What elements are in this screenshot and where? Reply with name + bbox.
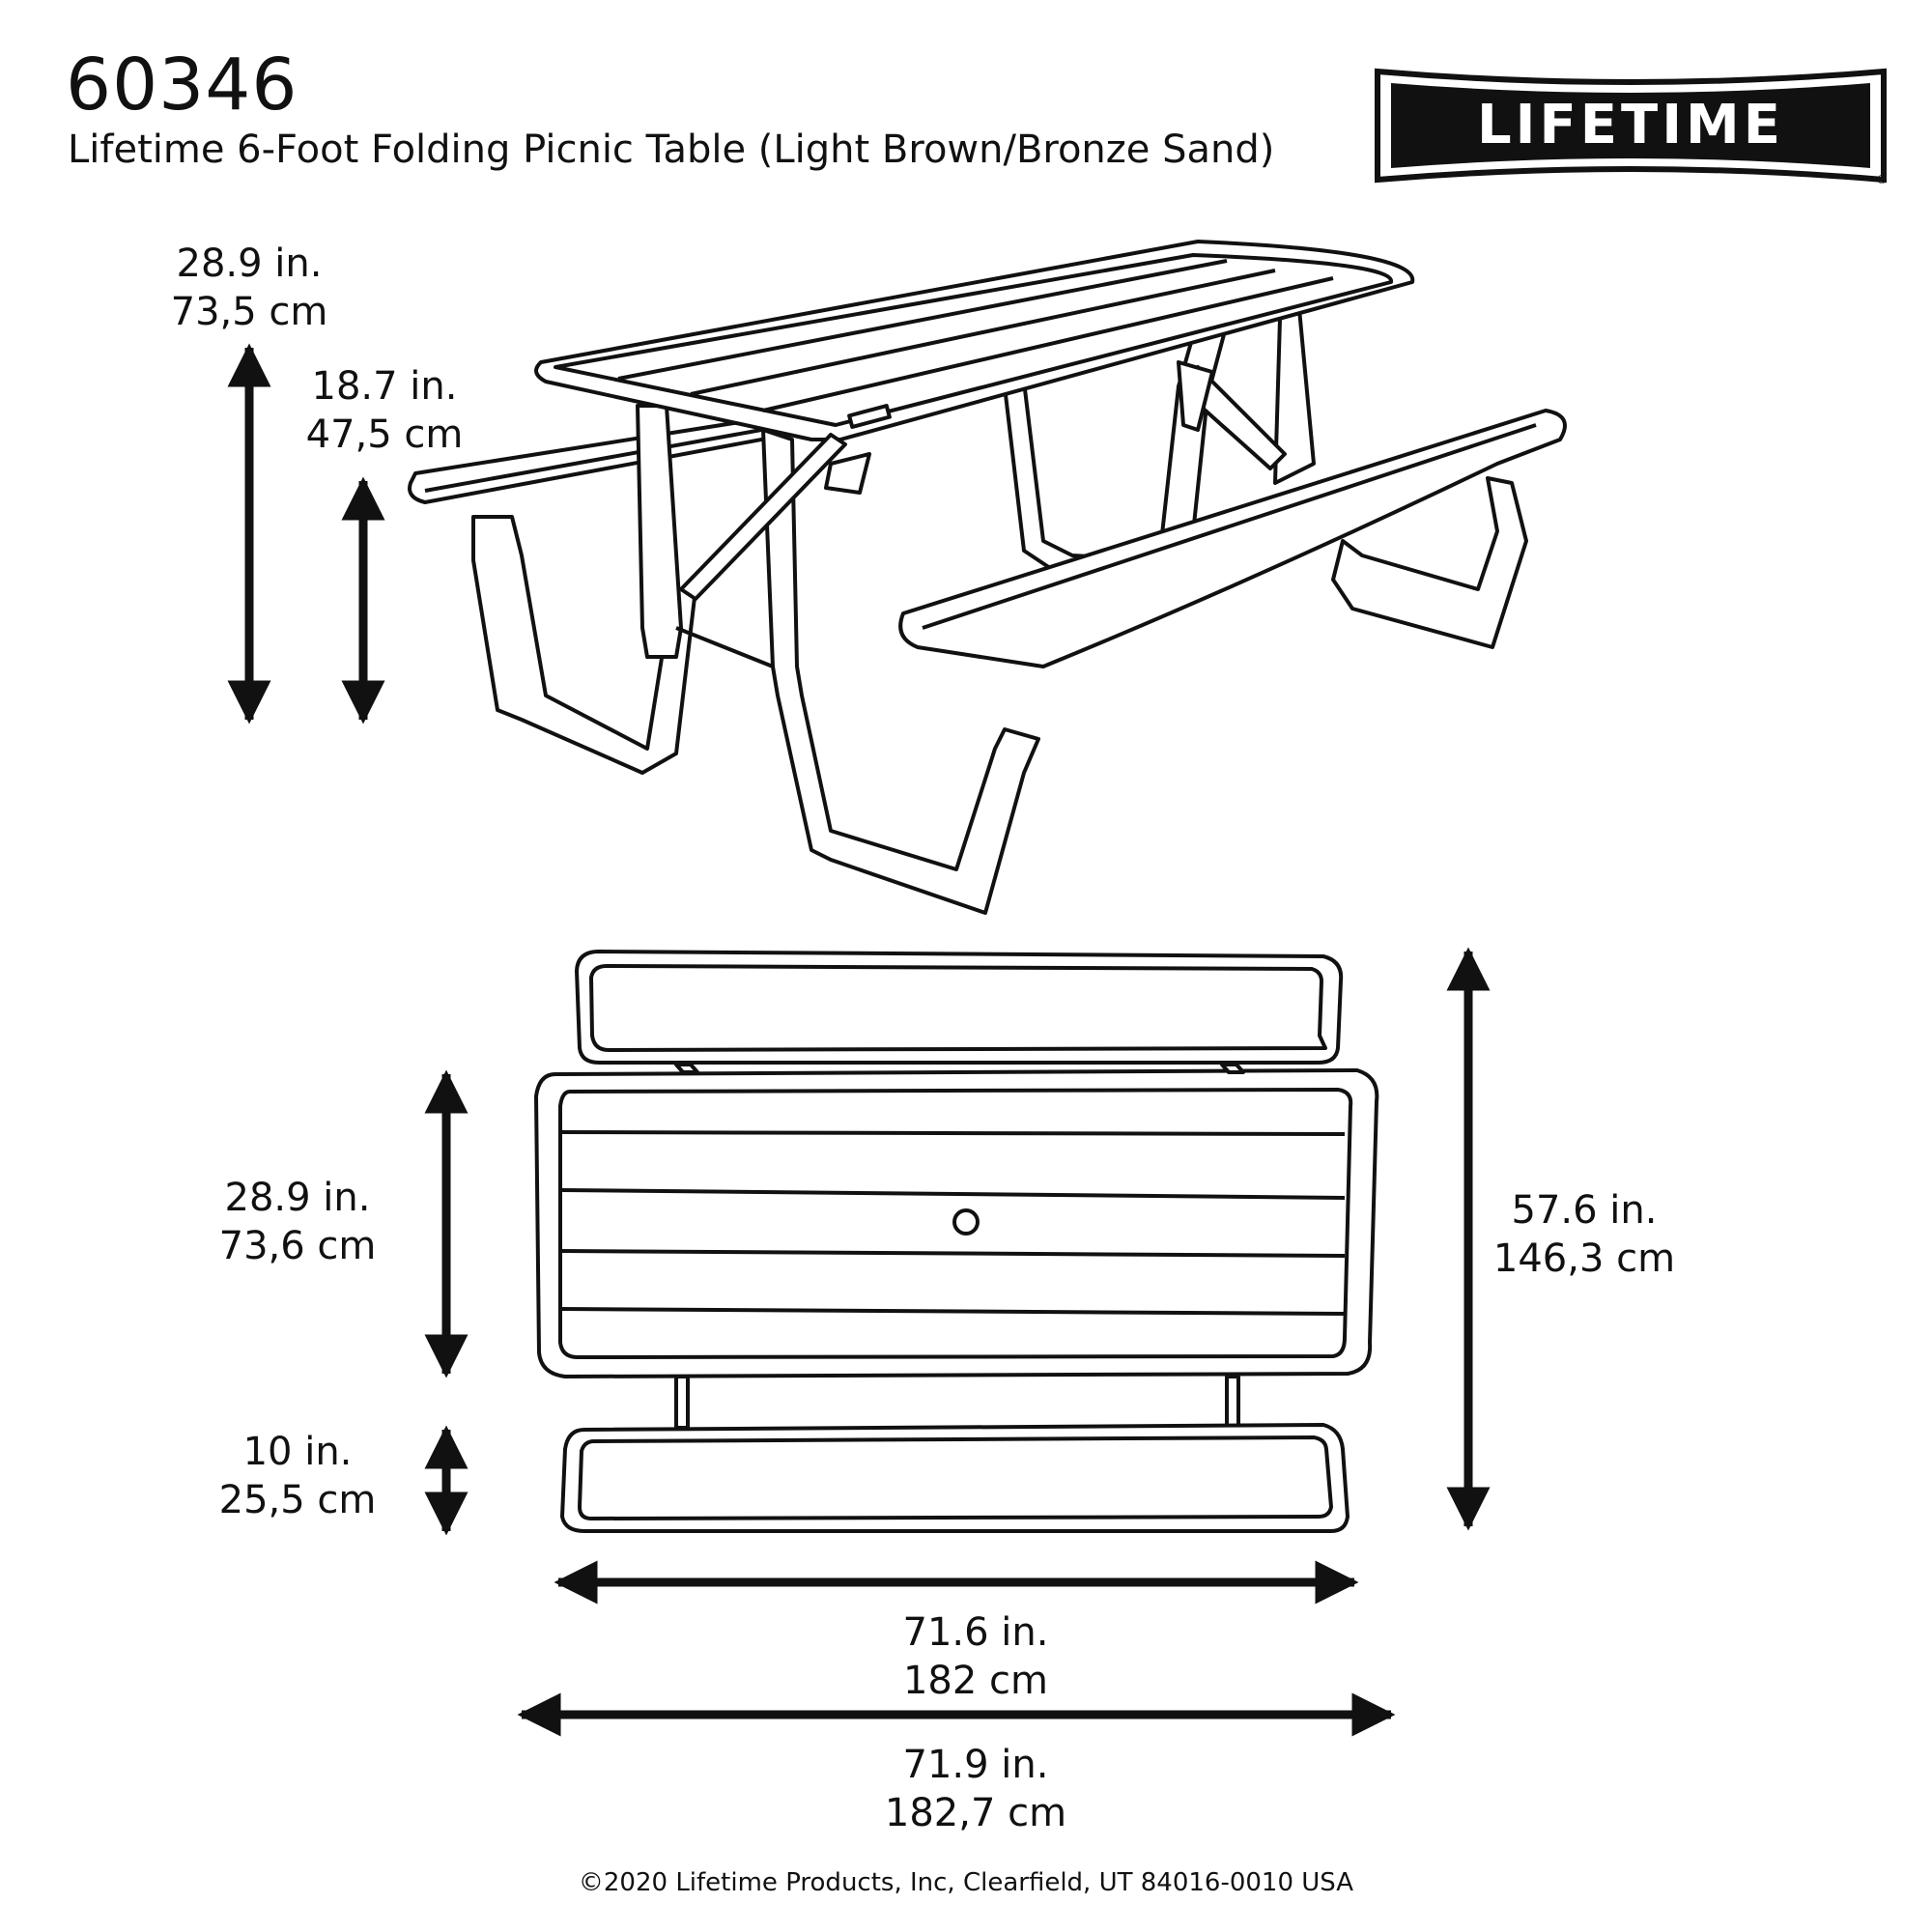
left-bench [410,415,787,773]
table-top-view [536,1070,1377,1377]
product-title: Lifetime 6-Foot Folding Picnic Table (Light Brown/Bronze Sand) [68,128,1275,172]
front-bench-top-view [562,1425,1348,1531]
table-height-in: 28.9 in. [176,242,323,286]
label-table-width [201,1174,394,1270]
label-bench-width [201,1428,394,1524]
overall-depth-cm: 146,3 cm [1492,1236,1676,1281]
table-height-cm: 73,5 cm [170,290,328,334]
copyright-notice: ©2020 Lifetime Products, Inc, Clearfield, UT 84016-0010 USA [578,1868,1354,1897]
bench-height-cm: 47,5 cm [305,412,464,457]
table-width-in: 28.9 in. [224,1176,371,1220]
overall-length-in: 71.9 in. [902,1743,1049,1787]
back-bench-top-view [577,952,1341,1063]
model-number: 60346 [66,43,298,127]
label-bench-height [288,362,481,459]
bench-width-in: 10 in. [242,1430,353,1474]
table-length-in: 71.6 in. [902,1610,1049,1655]
label-overall-length [860,1741,1092,1837]
label-table-height [153,240,346,336]
umbrella-hole [954,1210,978,1234]
registered-mark: ® [1876,173,1888,184]
bench-width-cm: 25,5 cm [218,1478,377,1522]
overall-length-cm: 182,7 cm [884,1791,1067,1835]
bench-height-in: 18.7 in. [311,364,458,409]
right-bench [900,411,1565,667]
top-view [536,952,1377,1531]
label-table-length [860,1608,1092,1705]
overall-depth-in: 57.6 in. [1511,1188,1658,1233]
label-overall-depth [1488,1186,1681,1283]
table-length-cm: 182 cm [902,1659,1049,1703]
logo-text: LIFETIME [1476,94,1785,156]
table-width-cm: 73,6 cm [218,1224,377,1268]
perspective-view [410,242,1565,913]
